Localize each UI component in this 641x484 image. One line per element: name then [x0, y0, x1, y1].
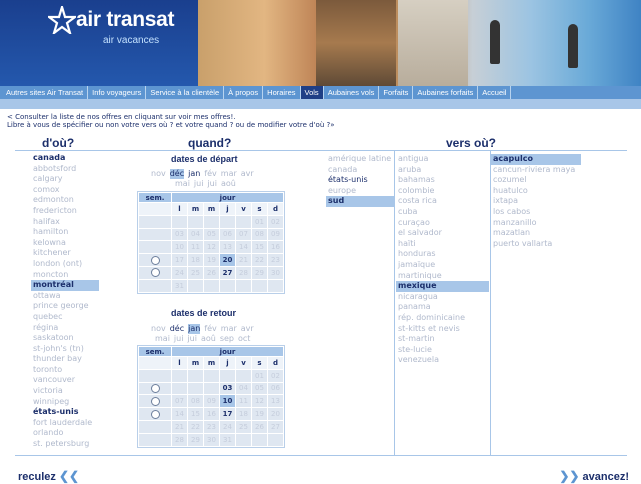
day-cell: 06: [220, 228, 236, 241]
week-select-cell: [139, 228, 172, 241]
country-item[interactable]: aruba: [398, 164, 422, 174]
day-cell: 18: [188, 254, 204, 267]
back-label: reculez: [18, 471, 56, 483]
week-radio-button[interactable]: [151, 384, 160, 393]
country-item[interactable]: jamaïque: [398, 259, 436, 269]
weekday-label: l: [172, 203, 188, 216]
day-cell: 29: [252, 266, 268, 279]
day-cell: [220, 215, 236, 228]
origin-item[interactable]: edmonton: [33, 195, 74, 205]
day-cell: 23: [204, 420, 220, 433]
country-item[interactable]: rép. dominicaine: [398, 312, 465, 322]
week-select-cell: [139, 241, 172, 254]
week-select-cell[interactable]: [139, 382, 172, 395]
month-option[interactable]: déc: [169, 324, 185, 333]
day-cell: 13: [220, 241, 236, 254]
weekday-label: s: [252, 203, 268, 216]
city-item[interactable]: manzanillo: [493, 217, 537, 227]
month-option[interactable]: avr: [240, 324, 254, 333]
city-item[interactable]: los cabos: [493, 206, 531, 216]
week-select-cell: [139, 215, 172, 228]
day-cell: 14: [172, 408, 188, 421]
weekday-label: m: [204, 357, 220, 370]
divider: [15, 455, 627, 456]
origin-item[interactable]: st-john's (tn): [33, 343, 84, 353]
day-cell: [204, 369, 220, 382]
day-cell: 13: [268, 395, 284, 408]
origin-item[interactable]: vancouver: [33, 375, 76, 385]
weekday-label: j: [220, 203, 236, 216]
month-option[interactable]: mar: [220, 324, 237, 333]
brand-logo[interactable]: air transat: [76, 8, 175, 31]
country-item[interactable]: nicaragua: [398, 291, 438, 301]
back-arrow-icon: ❮❮: [58, 469, 80, 483]
day-cell: 06: [268, 382, 284, 395]
day-cell: 25: [188, 266, 204, 279]
week-select-cell: [139, 369, 172, 382]
day-cell: 23: [268, 254, 284, 267]
country-item[interactable]: curaçao: [398, 217, 430, 227]
intro-instructions: Libre à vous de spécifier ou non votre vers où ? et votre quand ? ou de modifier votre d'où ?»: [7, 121, 335, 129]
day-cell: 20: [268, 408, 284, 421]
country-list: [396, 154, 489, 366]
day-cell[interactable]: 27: [220, 266, 236, 279]
origin-item[interactable]: moncton: [33, 269, 69, 279]
day-cell: 18: [236, 408, 252, 421]
week-radio-button[interactable]: [151, 256, 160, 265]
month-option[interactable]: jui: [173, 334, 184, 343]
origin-item[interactable]: quebec: [33, 311, 63, 321]
weekday-label: d: [268, 203, 284, 216]
day-cell: 04: [188, 228, 204, 241]
week-select-cell[interactable]: [139, 254, 172, 267]
city-item[interactable]: mazatlan: [493, 228, 531, 238]
day-cell: 29: [188, 433, 204, 446]
origin-item[interactable]: régina: [33, 322, 59, 332]
day-cell: 05: [204, 228, 220, 241]
day-cell: [220, 369, 236, 382]
day-cell: 21: [172, 420, 188, 433]
country-item[interactable]: st-martin: [398, 334, 435, 344]
month-option[interactable]: jui: [187, 334, 197, 343]
day-cell: 09: [268, 228, 284, 241]
origin-item[interactable]: london (ont): [33, 258, 83, 268]
city-item[interactable]: acapulco: [491, 154, 581, 165]
day-cell: 07: [172, 395, 188, 408]
return-months: [155, 334, 254, 344]
day-cell: [204, 215, 220, 228]
banner-photo-figure: [490, 20, 500, 64]
weekday-label: s: [252, 357, 268, 370]
week-select-cell[interactable]: [139, 395, 172, 408]
origin-item[interactable]: kitchener: [33, 248, 71, 258]
origin-item[interactable]: victoria: [33, 386, 63, 396]
region-item[interactable]: états-unis: [328, 175, 368, 185]
day-cell: [172, 382, 188, 395]
origin-item[interactable]: prince george: [33, 301, 89, 311]
banner-photo-building: [316, 0, 396, 86]
departure-title: dates de départ: [171, 154, 238, 164]
day-cell: 01: [252, 369, 268, 382]
forward-button[interactable]: [559, 469, 629, 483]
origin-item: états-unis: [33, 407, 79, 417]
day-cell: 03: [172, 228, 188, 241]
country-item[interactable]: venezuela: [398, 355, 439, 365]
city-list: [491, 154, 581, 249]
day-cell: 26: [204, 266, 220, 279]
banner-photo-facade: [398, 0, 468, 86]
region-item[interactable]: canada: [328, 164, 358, 174]
city-item[interactable]: cozumel: [493, 175, 527, 185]
origin-item[interactable]: st. petersburg: [33, 439, 90, 449]
country-item[interactable]: martinique: [398, 270, 442, 280]
origin-item[interactable]: comox: [33, 184, 60, 194]
nav-item[interactable]: Vols: [301, 86, 324, 99]
day-cell: 11: [236, 395, 252, 408]
country-item[interactable]: haïti: [398, 238, 416, 248]
week-select-cell[interactable]: [139, 266, 172, 279]
day-cell: 28: [236, 266, 252, 279]
country-item[interactable]: mexique: [396, 281, 489, 292]
country-item[interactable]: st-kitts et nevis: [398, 323, 460, 333]
nav-item[interactable]: À propos: [224, 86, 263, 99]
origin-item[interactable]: thunder bay: [33, 354, 82, 364]
day-cell: [172, 369, 188, 382]
day-cell: [268, 433, 284, 446]
day-cell: 07: [236, 228, 252, 241]
nav-item[interactable]: Forfaits: [379, 86, 413, 99]
weekday-label: m: [204, 203, 220, 216]
month-option[interactable]: mar: [220, 169, 237, 178]
nav-item[interactable]: Service à la clientèle: [146, 86, 224, 99]
region-item[interactable]: europe: [328, 185, 356, 195]
day-cell: [236, 369, 252, 382]
day-cell: 17: [172, 254, 188, 267]
day-cell: 27: [268, 420, 284, 433]
weekday-label: v: [236, 203, 252, 216]
origin-item[interactable]: fredericton: [33, 205, 77, 215]
month-option[interactable]: aoû: [220, 179, 236, 188]
week-radio-button[interactable]: [151, 268, 160, 277]
month-option[interactable]: jui: [193, 179, 204, 188]
day-cell: 30: [204, 433, 220, 446]
origin-item[interactable]: fort lauderdale: [33, 417, 93, 427]
city-item[interactable]: cancun-riviera maya: [493, 164, 576, 174]
weekday-label: v: [236, 357, 252, 370]
day-cell[interactable]: 17: [220, 408, 236, 421]
day-cell: [204, 382, 220, 395]
day-cell: 24: [220, 420, 236, 433]
week-column-label: sem.: [139, 347, 172, 357]
day-cell: 16: [268, 241, 284, 254]
day-cell: [236, 215, 252, 228]
month-option[interactable]: fév: [204, 324, 217, 333]
day-cell: 31: [172, 279, 188, 292]
weekday-label: l: [172, 357, 188, 370]
weekday-label: d: [268, 357, 284, 370]
region-item[interactable]: sud: [326, 196, 394, 207]
day-cell: [268, 279, 284, 292]
nav-item[interactable]: Aubaines forfaits: [413, 86, 478, 99]
origin-item[interactable]: ottawa: [33, 290, 61, 300]
main-nav: [0, 86, 641, 99]
day-cell: [204, 279, 220, 292]
return-calendar: [137, 345, 285, 448]
day-cell: 02: [268, 369, 284, 382]
nav-item[interactable]: Aubaines vols: [324, 86, 380, 99]
month-option[interactable]: sep: [219, 334, 234, 343]
day-cell: [172, 215, 188, 228]
day-cell: 26: [252, 420, 268, 433]
origin-item: canada: [33, 153, 66, 162]
departure-months: [175, 179, 240, 189]
day-cell: 12: [252, 395, 268, 408]
nav-item[interactable]: Accueil: [478, 86, 511, 99]
month-option[interactable]: aoû: [200, 334, 216, 343]
day-cell: 19: [252, 408, 268, 421]
origin-item[interactable]: montréal: [31, 280, 99, 291]
origin-item[interactable]: hamilton: [33, 227, 69, 237]
day-cell: [188, 215, 204, 228]
blank-cell: [139, 357, 172, 370]
divider: [394, 150, 395, 455]
day-cell: 08: [188, 395, 204, 408]
day-cell: [236, 279, 252, 292]
country-item[interactable]: honduras: [398, 249, 436, 259]
week-column-label: sem.: [139, 193, 172, 203]
day-cell: 30: [268, 266, 284, 279]
origin-item[interactable]: saskatoon: [33, 333, 74, 343]
country-item[interactable]: antigua: [398, 154, 429, 163]
weekday-label: m: [188, 203, 204, 216]
day-cell: 09: [204, 395, 220, 408]
month-option[interactable]: jui: [207, 179, 217, 188]
month-option[interactable]: déc: [169, 169, 185, 178]
header-banner: [0, 0, 641, 86]
nav-item[interactable]: Autres sites Air Transat: [2, 86, 88, 99]
day-cell: 21: [236, 254, 252, 267]
origin-item[interactable]: abbotsford: [33, 163, 77, 173]
city-item[interactable]: huatulco: [493, 185, 528, 195]
heading-to: vers où?: [446, 136, 497, 150]
forward-label: avancez!: [582, 471, 629, 483]
day-cell: 12: [204, 241, 220, 254]
day-cell: 28: [172, 433, 188, 446]
week-radio-button[interactable]: [151, 397, 160, 406]
weekday-label: m: [188, 357, 204, 370]
country-item[interactable]: el salvador: [398, 228, 442, 238]
day-cell: 01: [252, 215, 268, 228]
divider: [15, 150, 627, 151]
day-cell: 11: [188, 241, 204, 254]
month-option[interactable]: jan: [188, 324, 201, 333]
departure-calendar: [137, 191, 285, 294]
origin-item[interactable]: halifax: [33, 216, 60, 226]
day-cell: 19: [204, 254, 220, 267]
brand-subtitle: air vacances: [103, 35, 160, 46]
return-title: dates de retour: [171, 308, 237, 318]
heading-when: quand?: [188, 136, 232, 150]
day-cell: 22: [188, 420, 204, 433]
nav-subbar: [0, 99, 641, 109]
origin-item[interactable]: toronto: [33, 364, 63, 374]
country-item[interactable]: panama: [398, 302, 431, 312]
country-item[interactable]: colombie: [398, 185, 435, 195]
day-cell: [252, 279, 268, 292]
forward-arrow-icon: ❯❯: [559, 469, 580, 483]
heading-from: d'où?: [42, 136, 75, 150]
week-select-cell: [139, 433, 172, 446]
day-cell[interactable]: 20: [220, 254, 236, 267]
origin-list: [31, 153, 99, 450]
city-item[interactable]: ixtapa: [493, 196, 518, 206]
month-option[interactable]: nov: [151, 169, 166, 178]
star-logo-icon: [48, 6, 76, 34]
day-cell: [220, 279, 236, 292]
blank-cell: [139, 203, 172, 216]
day-cell: 02: [268, 215, 284, 228]
country-item[interactable]: costa rica: [398, 196, 437, 206]
region-list: [326, 154, 394, 207]
month-option[interactable]: nov: [151, 324, 166, 333]
banner-photo: [198, 0, 641, 86]
intro-offers-link[interactable]: < Consulter la liste de nos offres en cliquant sur voir mes offres!.: [7, 113, 236, 121]
origin-item[interactable]: kelowna: [33, 237, 66, 247]
country-item[interactable]: ste-lucie: [398, 344, 432, 354]
country-item[interactable]: bahamas: [398, 175, 435, 185]
month-option[interactable]: oct: [238, 334, 251, 343]
day-cell: 24: [172, 266, 188, 279]
day-cell: 31: [220, 433, 236, 446]
day-cell[interactable]: 10: [220, 395, 236, 408]
day-cell: [188, 279, 204, 292]
month-option[interactable]: mai: [155, 334, 170, 343]
day-cell[interactable]: 03: [220, 382, 236, 395]
banner-photo-figure: [568, 24, 578, 68]
month-option[interactable]: mai: [175, 179, 190, 188]
day-cell: 10: [172, 241, 188, 254]
origin-item[interactable]: winnipeg: [33, 396, 70, 406]
day-cell: 16: [204, 408, 220, 421]
departure-months: [151, 169, 258, 179]
day-cell: 25: [236, 420, 252, 433]
region-item[interactable]: amérique latine: [328, 154, 392, 163]
day-cell: 05: [252, 382, 268, 395]
nav-item[interactable]: Horaires: [263, 86, 300, 99]
nav-item[interactable]: Info voyageurs: [88, 86, 146, 99]
day-cell: 08: [252, 228, 268, 241]
origin-item[interactable]: orlando: [33, 428, 64, 438]
day-cell: 14: [236, 241, 252, 254]
week-select-cell: [139, 279, 172, 292]
week-select-cell[interactable]: [139, 408, 172, 421]
month-option[interactable]: fév: [204, 169, 217, 178]
return-months: [151, 324, 258, 334]
day-cell: 04: [236, 382, 252, 395]
day-cell: 15: [252, 241, 268, 254]
country-item[interactable]: cuba: [398, 206, 418, 216]
month-option[interactable]: avr: [240, 169, 254, 178]
day-cell: [236, 433, 252, 446]
month-option[interactable]: jan: [188, 169, 201, 178]
logo-area: [0, 0, 198, 86]
day-cell: [252, 433, 268, 446]
day-column-label: jour: [172, 347, 284, 357]
day-column-label: jour: [172, 193, 284, 203]
day-cell: [188, 369, 204, 382]
city-item[interactable]: puerto vallarta: [493, 238, 553, 248]
week-select-cell: [139, 420, 172, 433]
weekday-label: j: [220, 357, 236, 370]
day-cell: 15: [188, 408, 204, 421]
back-button[interactable]: [18, 469, 79, 483]
day-cell: 22: [252, 254, 268, 267]
day-cell: [188, 382, 204, 395]
week-radio-button[interactable]: [151, 410, 160, 419]
origin-item[interactable]: calgary: [33, 174, 63, 184]
